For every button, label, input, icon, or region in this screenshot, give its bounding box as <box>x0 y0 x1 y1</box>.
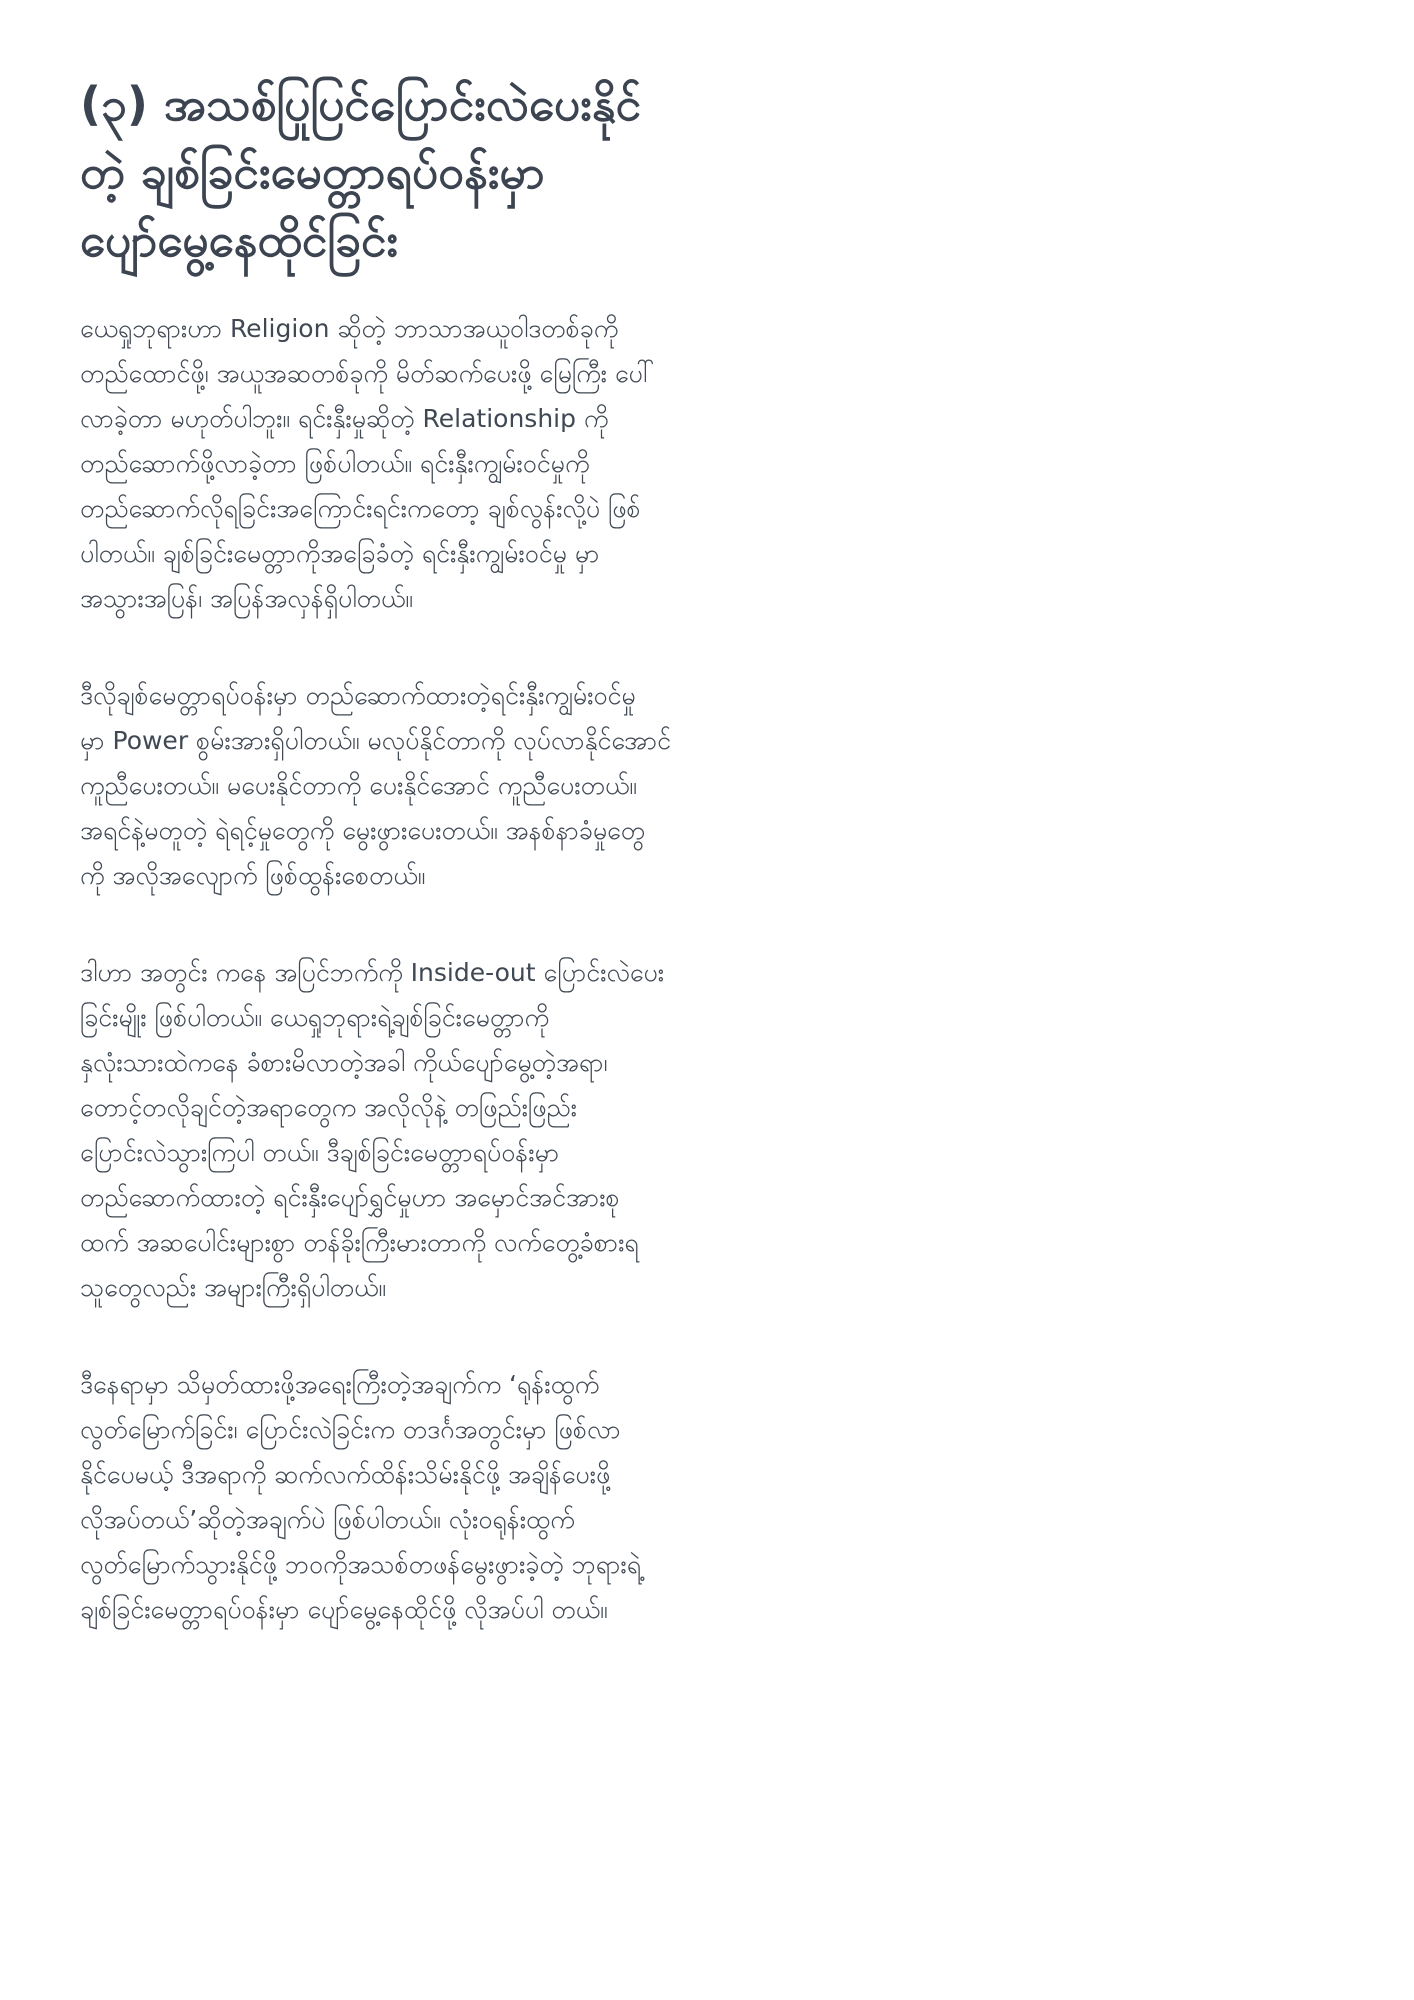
paragraph-line: အသွားအပြန်၊ အပြန်အလှန်ရှိပါတယ်။ <box>80 584 413 613</box>
paragraph-line: လွတ်မြောက်သွားနိုင်ဖို့ ဘဝကိုအသစ်တဖန်မွေးဖွားခဲ့တဲ့ ဘုရားရဲ့ <box>80 1550 642 1579</box>
paragraph-3 <box>80 950 840 1310</box>
paragraph-line: ခြင်းမျိုး ဖြစ်ပါတယ်။ ယေရှုဘုရားရဲ့ချစ်ခြင်းမေတ္တာကို <box>80 1003 549 1032</box>
paragraph-line: တည်ဆောက်လိုရခြင်းအကြောင်းရင်းကတော့ ချစ်လွန်းလို့ပဲ ဖြစ် <box>80 494 641 523</box>
paragraph-line: ဒီလိုချစ်မေတ္တာရပ်ဝန်းမှာ တည်ဆောက်ထားတဲ့ရင်းနှီးကျွမ်းဝင်မှု <box>80 681 636 710</box>
paragraph-line: တောင့်တလိုချင်တဲ့အရာတွေက အလိုလိုနဲ့ တဖြည်းဖြည်း <box>80 1093 578 1122</box>
paragraph-line: ယေရှုဘုရားဟာ Religion ဆိုတဲ့ ဘာသာအယူဝါဒတစ်ခုကို <box>80 314 619 343</box>
paragraph-line: နိုင်ပေမယ့် ဒီအရာကို ဆက်လက်ထိန်းသိမ်းနိုင်ဖို့ အချိန်ပေးဖို့ <box>80 1460 611 1489</box>
paragraph-line: ဒီနေရာမှာ သိမှတ်ထားဖို့အရေးကြီးတဲ့အချက်က ‘ရုန်းထွက် <box>80 1370 600 1399</box>
title-line: (၃) အသစ်ပြုပြင်ပြောင်းလဲပေးနိုင် <box>80 77 642 131</box>
paragraph-line: ကူညီပေးတယ်။ မပေးနိုင်တာကို ပေးနိုင်အောင် ကူညီပေးတယ်။ <box>80 771 637 800</box>
paragraph-line: တည်ဆောက်ထားတဲ့ ရင်းနှီးပျော်ရွှင်မှုဟာ အမှောင်အင်အားစု <box>80 1183 620 1212</box>
paragraph-line: လာခဲ့တာ မဟုတ်ပါဘူး။ ရင်းနှီးမှုဆိုတဲ့ Relationship ကို <box>80 404 609 433</box>
paragraph-line: ကို အလိုအလျောက် ဖြစ်ထွန်းစေတယ်။ <box>80 861 426 890</box>
document-page <box>80 70 840 1684</box>
paragraph-2 <box>80 673 840 898</box>
paragraph-4 <box>80 1362 840 1632</box>
paragraph-line: တည်ထောင်ဖို့၊ အယူအဆတစ်ခုကို မိတ်ဆက်ပေးဖို့ မြေကြီး ပေါ် <box>80 359 655 388</box>
paragraph-line: ထက် အဆပေါင်းများစွာ တန်ခိုးကြီးမားတာကို လက်တွေ့ခံစားရ <box>80 1228 639 1257</box>
paragraph-line: အရင်နဲ့မတူတဲ့ ရဲရင့်မှုတွေကို မွေးဖွားပေးတယ်။ အနစ်နာခံမှုတွေ <box>80 816 646 845</box>
paragraph-line: တည်ဆောက်ဖို့လာခဲ့တာ ဖြစ်ပါတယ်။ ရင်းနှီးကျွမ်းဝင်မှုကို <box>80 449 590 478</box>
title-line: ပျော်မွေ့နေထိုင်ခြင်း <box>80 213 399 267</box>
paragraph-line: လိုအပ်တယ်’ဆိုတဲ့အချက်ပဲ ဖြစ်ပါတယ်။ လုံးဝရုန်းထွက် <box>80 1505 575 1534</box>
paragraph-line: ပါတယ်။ ချစ်ခြင်းမေတ္တာကိုအခြေခံတဲ့ ရင်းနှီးကျွမ်းဝင်မှု မှာ <box>80 539 600 568</box>
paragraph-line: လွတ်မြောက်ခြင်း၊ ပြောင်းလဲခြင်းက တဒင်္ဂအတွင်းမှာ ဖြစ်လာ <box>80 1415 621 1444</box>
paragraph-line: ချစ်ခြင်းမေတ္တာရပ်ဝန်းမှာ ပျော်မွေ့နေထိုင်ဖို့ လိုအပ်ပါ တယ်။ <box>80 1595 608 1624</box>
paragraph-line: ပြောင်းလဲသွားကြပါ တယ်။ ဒီချစ်ခြင်းမေတ္တာရပ်ဝန်းမှာ <box>80 1138 560 1167</box>
page-title <box>80 70 840 274</box>
paragraph-line: နှလုံးသားထဲကနေ ခံစားမိလာတဲ့အခါ ကိုယ်ပျော်မွေ့တဲ့အရာ၊ <box>80 1048 608 1077</box>
paragraph-line: မှာ Power စွမ်းအားရှိပါတယ်။ မလုပ်နိုင်တာကို လုပ်လာနိုင်အောင် <box>80 726 672 755</box>
paragraph-1 <box>80 306 840 621</box>
title-line: တဲ့ ချစ်ခြင်းမေတ္တာရပ်ဝန်းမှာ <box>80 145 545 199</box>
paragraph-line: သူတွေလည်း အများကြီးရှိပါတယ်။ <box>80 1273 386 1302</box>
paragraph-line: ဒါဟာ အတွင်း ကနေ အပြင်ဘက်ကို Inside-out ပြောင်းလဲပေး <box>80 958 665 987</box>
